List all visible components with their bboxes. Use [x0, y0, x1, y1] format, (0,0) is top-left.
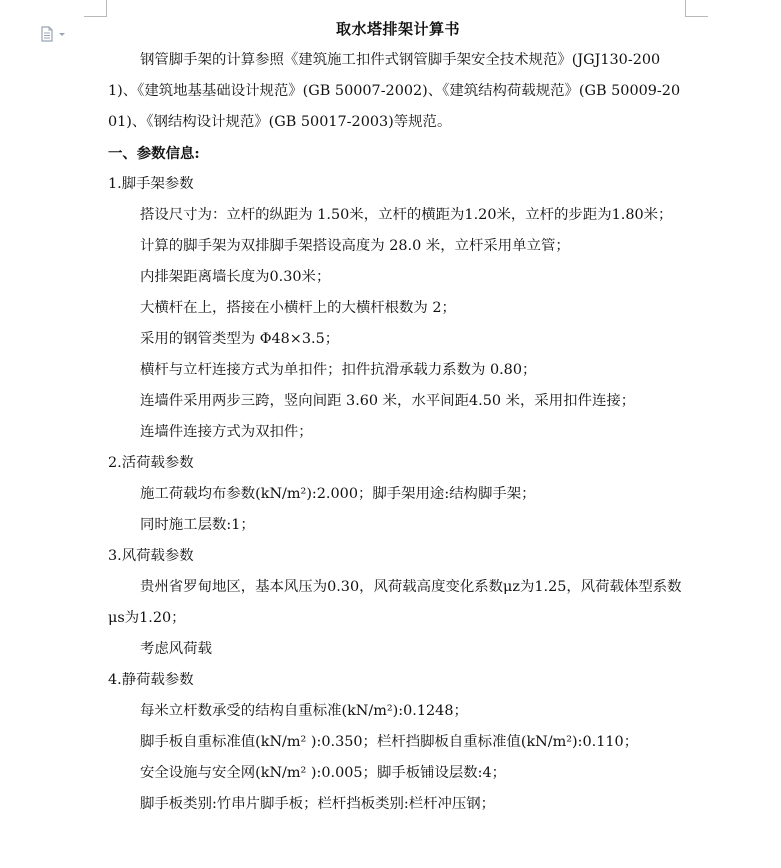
scaffold-tie-connection: 连墙件连接方式为双扣件；: [140, 424, 313, 440]
scaffold-tie-spacing: 连墙件采用两步三跨，竖向间距 3.60 米，水平间距4.50 米，采用扣件连接；: [140, 393, 636, 409]
scaffold-wall-distance: 内排架距离墙长度为0.30米；: [140, 269, 331, 285]
intro-paragraph: 钢管脚手架的计算参照《建筑施工扣件式钢管脚手架安全技术规范》(JGJ130-2001)、《建筑地基基础设计规范》(GB 50007-2002)、《建筑结构荷载规范》(GB 50009-2001)、《钢结构设计规范》(GB 50017-2003)等规范。: [108, 52, 681, 130]
document-body: [108, 14, 688, 820]
section-heading-params: 一、参数信息:: [108, 145, 200, 162]
static-load-safety-net: 安全设施与安全网(kN/m² ):0.005；脚手板铺设层数:4；: [140, 765, 507, 781]
crop-mark-top-right: [685, 0, 708, 17]
wind-load-considered: 考虑风荷载: [140, 641, 212, 657]
crop-mark-top-left: [84, 0, 107, 17]
static-load-board-weight: 脚手板自重标准值(kN/m² ):0.350；栏杆挡脚板自重标准值(kN/m²):0.110；: [140, 734, 639, 750]
scaffold-height: 计算的脚手架为双排脚手架搭设高度为 28.0 米，立杆采用单立管；: [140, 238, 570, 254]
scaffold-pipe-type: 采用的钢管类型为 Φ48×3.5；: [140, 331, 340, 347]
scaffold-dimensions: 搭设尺寸为：立杆的纵距为 1.50米，立杆的横距为1.20米，立杆的步距为1.80米；: [140, 207, 673, 223]
subsection-heading-wind-load: 3.风荷载参数: [108, 548, 194, 564]
wind-load-params: 贵州省罗甸地区，基本风压为0.30，风荷载高度变化系数μz为1.25，风荷载体型系数μs为1.20；: [108, 579, 682, 626]
live-load-params: 施工荷载均布参数(kN/m²):2.000；脚手架用途:结构脚手架；: [140, 486, 536, 502]
subsection-heading-scaffold: 1.脚手架参数: [108, 176, 194, 192]
scaffold-coupler-type: 横杆与立杆连接方式为单扣件；扣件抗滑承载力系数为 0.80；: [140, 362, 537, 378]
subsection-heading-live-load: 2.活荷载参数: [108, 455, 194, 471]
subsection-heading-static-load: 4.静荷载参数: [108, 672, 194, 688]
static-load-structure-weight: 每米立杆数承受的结构自重标准(kN/m²):0.1248；: [140, 703, 468, 719]
live-load-layers: 同时施工层数:1；: [140, 517, 255, 533]
document-title: 取水塔排架计算书: [335, 20, 460, 38]
scaffold-ledger-count: 大横杆在上，搭接在小横杆上的大横杆根数为 2；: [140, 300, 456, 316]
document-icon[interactable]: [41, 26, 67, 42]
static-load-board-types: 脚手板类别:竹串片脚手板；栏杆挡板类别:栏杆冲压钢；: [140, 796, 496, 812]
